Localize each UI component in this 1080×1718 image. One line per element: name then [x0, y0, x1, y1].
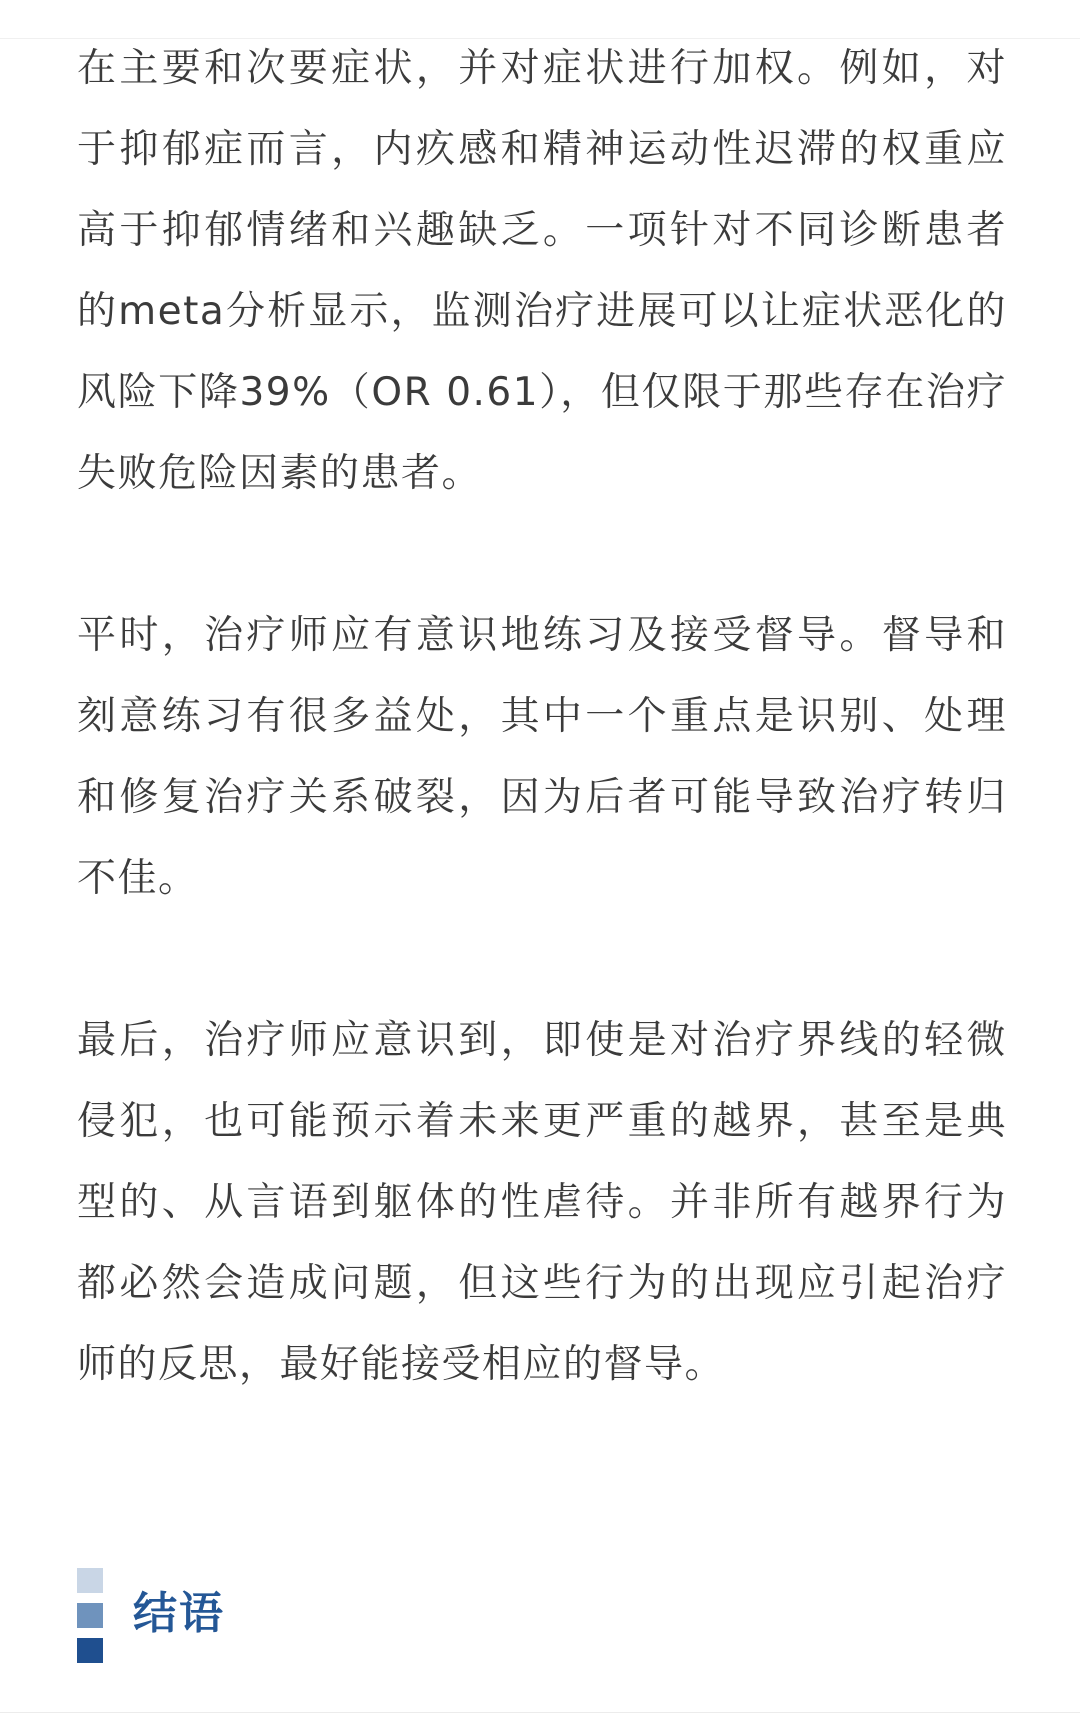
heading-bar-light [77, 1568, 103, 1593]
section-title: 结语 [133, 1588, 225, 1639]
heading-bar-dark [77, 1638, 103, 1663]
paragraph-supervision: 平时，治疗师应有意识地练习及接受督导。督导和刻意练习有很多益处，其中一个重点是识别、处理和修复治疗关系破裂，因为后者可能导致治疗转归不佳。 [77, 613, 1007, 901]
bottom-divider [0, 1712, 1080, 1713]
paragraph-symptom-weighting: 在主要和次要症状，并对症状进行加权。例如，对于抑郁症而言，内疚感和精神运动性迟滞的权重应高于抑郁情绪和兴趣缺乏。一项针对不同诊断患者的meta分析显示，监测治疗进展可以让症状恶化的风险下降39%（OR 0.61），但仅限于那些存在治疗失败危险因素的患者。 [77, 46, 1007, 496]
section-heading-conclusion [77, 1568, 677, 1664]
heading-bars-icon [77, 1568, 103, 1664]
paragraph-boundary-violations: 最后，治疗师应意识到，即使是对治疗界线的轻微侵犯，也可能预示着未来更严重的越界，甚至是典型的、从言语到躯体的性虐待。并非所有越界行为都必然会造成问题，但这些行为的出现应引起治疗师的反思，最好能接受相应的督导。 [77, 1018, 1007, 1387]
article-body [77, 28, 1007, 1405]
heading-bar-medium [77, 1603, 103, 1628]
